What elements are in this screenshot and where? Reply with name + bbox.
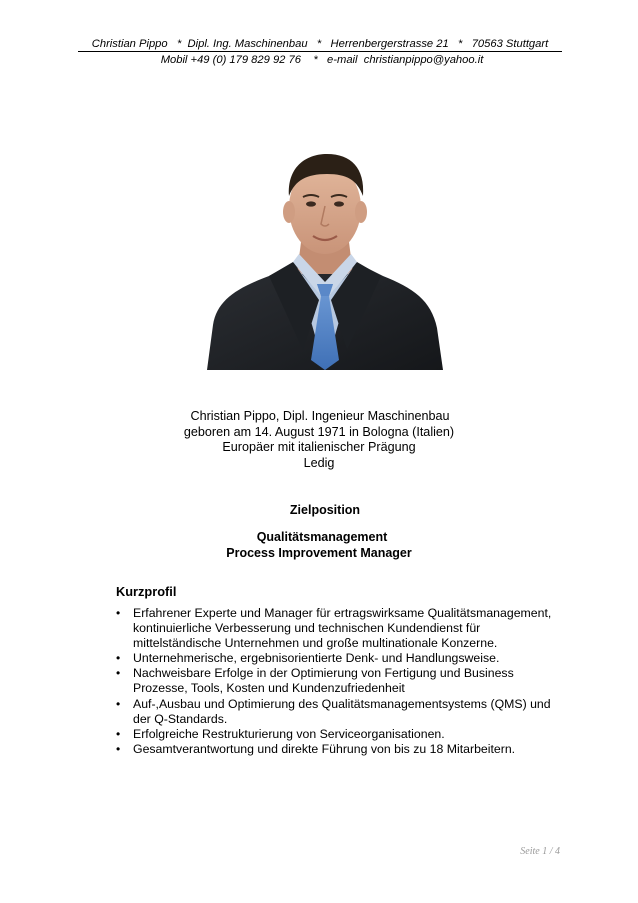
profile-section-title: Kurzprofil	[116, 584, 177, 599]
list-item-text: Auf-,Ausbau und Optimierung des Qualitätsmanagementsystems (QMS) und der Q-Standards.	[133, 696, 551, 726]
list-item-text: Nachweisbare Erfolge in der Optimierung von Fertigung und Business Prozesse, Tools, Kosten und Kundenzufriedenheit	[133, 666, 514, 696]
list-item-text: Erfolgreiche Restrukturierung von Serviceorganisationen.	[133, 726, 445, 741]
name-degree-line: Christian Pippo, Dipl. Ingenieur Maschinenbau	[190, 409, 450, 423]
header-phone-email-line: Mobil +49 (0) 179 829 92 76 * e-mail christianpippo@yahoo.it	[160, 54, 484, 66]
bullet-icon: •	[116, 726, 121, 741]
bullet-icon: •	[116, 666, 121, 681]
header-contact-line: Christian Pippo * Dipl. Ing. Maschinenbau * Herrenbergerstrasse 21 * 70563 Stuttgart	[78, 37, 562, 52]
list-item	[116, 651, 566, 666]
list-item-text: Gesamtverantwortung und direkte Führung von bis zu 18 Mitarbeitern.	[133, 741, 516, 756]
bullet-icon: •	[116, 696, 121, 711]
target-position-line: Process Improvement Manager	[226, 545, 412, 560]
target-position-block	[0, 530, 638, 561]
target-position-heading: Zielposition	[289, 503, 361, 517]
profile-photo	[207, 150, 443, 370]
list-item	[116, 666, 566, 696]
list-item	[116, 697, 566, 727]
origin-line: Europäer mit italienischer Prägung	[222, 440, 416, 455]
list-item-text: Erfahrener Experte und Manager für ertragswirksame Qualitätsmanagement, kontinuierliche Verbesserung und technischen Kundendienst für mittelständische Unternehmen und große multinationale Konzerne.	[133, 606, 552, 651]
list-item	[116, 606, 566, 651]
list-item-text: Unternehmerische, ergebnisorientierte Denk- und Handlungsweise.	[133, 651, 500, 666]
marital-status-line: Ledig	[303, 455, 335, 470]
profile-bullet-list	[116, 606, 566, 757]
list-item	[116, 742, 566, 757]
bullet-icon: •	[116, 606, 121, 620]
list-item	[116, 727, 566, 742]
personal-info	[0, 409, 638, 471]
bullet-icon: •	[116, 741, 121, 756]
birth-line: geboren am 14. August 1971 in Bologna (Italien)	[183, 424, 455, 439]
target-position-line: Qualitätsmanagement	[256, 530, 388, 544]
bullet-icon: •	[116, 651, 121, 666]
document-header	[78, 37, 562, 67]
page-number: Seite 1 / 4	[520, 846, 560, 857]
